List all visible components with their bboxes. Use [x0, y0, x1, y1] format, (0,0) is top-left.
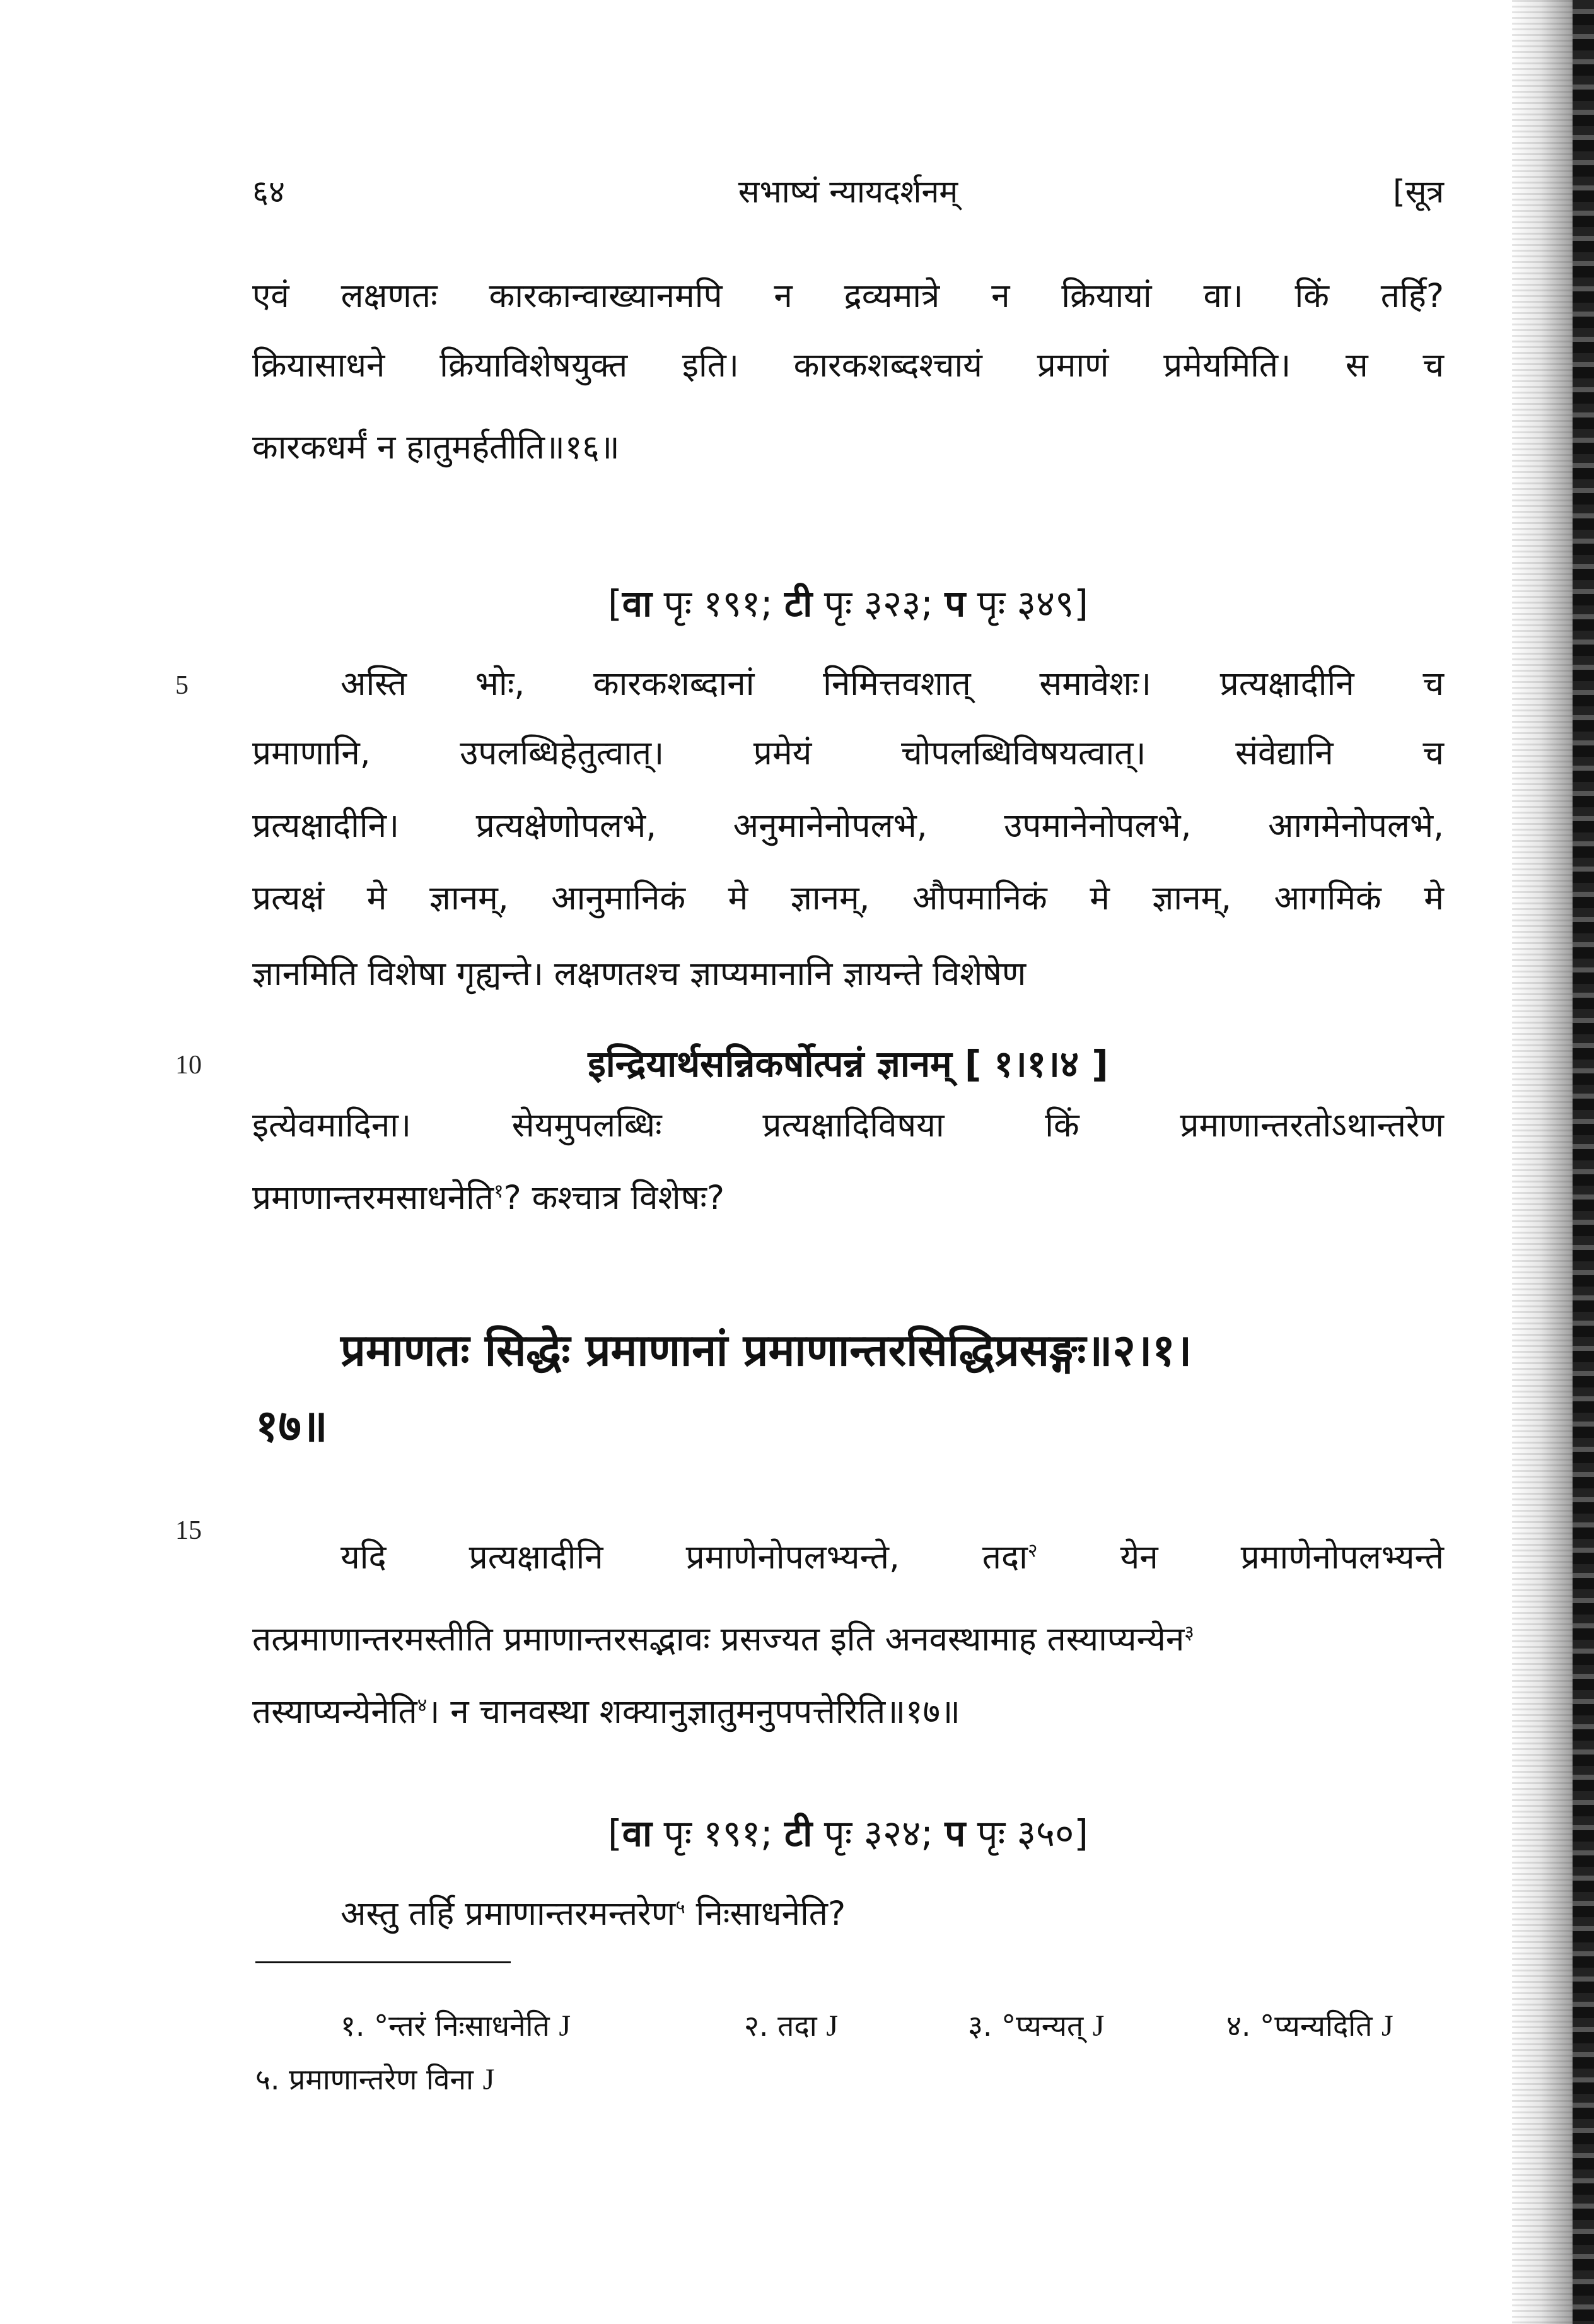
page-header	[252, 169, 1444, 226]
text: तत्प्रमाणान्तरमस्तीति प्रमाणान्तरसद्भावः प्रसज्यत इति अनवस्थामाह तस्याप्यन्येन	[252, 1620, 1185, 1659]
text-line	[340, 1529, 1444, 1586]
reference-line	[252, 577, 1444, 627]
ref-label: वा	[622, 1812, 653, 1855]
footnote-marker: ४	[417, 1694, 428, 1717]
ref-label: वा	[622, 582, 653, 625]
footnote-marker: २	[1027, 1539, 1038, 1562]
text-line: प्रत्यक्षादीनि। प्रत्यक्षेणोपलभे, अनुमानेनोपलभे, उपमानेनोपलभे, आगमेनोपलभे,	[252, 807, 1444, 845]
footnote-source: J	[559, 2009, 571, 2043]
footnote-marker: १	[494, 1180, 504, 1203]
text: येन प्रमाणेनोपलभ्यन्ते	[1037, 1538, 1445, 1577]
bracket: [	[608, 1812, 622, 1855]
text: । न चानवस्था शक्यानुज्ञातुमनुपपत्तेरिति॥१७॥	[427, 1693, 960, 1731]
footnote	[340, 2006, 571, 2045]
bracket: [	[608, 582, 622, 625]
text-line: प्रत्यक्षं मे ज्ञानम्, आनुमानिकं मे ज्ञानम्, औपमानिकं मे ज्ञानम्, आगमिकं मे	[252, 879, 1444, 918]
sutra-heading: १७॥	[255, 1400, 328, 1452]
text-line: अस्ति भोः, कारकशब्दानां निमित्तवशात् समावेशः। प्रत्यक्षादीनि च	[340, 665, 1444, 703]
footnote-marker: ३	[1184, 1621, 1194, 1644]
binding-edge	[1573, 0, 1594, 2324]
ref-label: प	[945, 1812, 966, 1855]
footnote-separator	[255, 1961, 511, 1963]
footnote-text: २. तदा	[744, 2009, 827, 2043]
text: निःसाधनेति?	[685, 1895, 846, 1933]
text-line	[252, 1170, 1444, 1227]
running-title: सभाष्यं न्यायदर्शनम्	[738, 173, 958, 210]
page-number: ६४	[252, 173, 285, 210]
line-number: 5	[175, 671, 189, 700]
ref-page: पृः १९१;	[652, 1812, 785, 1855]
footnote-source: J	[1382, 2009, 1393, 2043]
ref-page: पृः ३२४;	[812, 1812, 945, 1855]
footnote-text: १. °न्तरं निःसाधनेति	[340, 2009, 559, 2043]
ref-page: पृः १९१;	[652, 582, 785, 625]
ref-label: प	[945, 582, 966, 625]
text-line	[340, 1886, 1532, 1942]
line-number: 15	[175, 1516, 202, 1545]
text-line	[252, 1684, 1444, 1741]
ref-label: टी	[784, 1812, 813, 1855]
footnote-marker: ५	[675, 1896, 685, 1918]
text: तस्याप्यन्येनेति	[252, 1693, 417, 1731]
text: ? कश्चात्र विशेषः?	[503, 1179, 725, 1217]
footnote	[1226, 2006, 1393, 2045]
text-line: क्रियासाधने क्रियाविशेषयुक्त इति। कारकशब्दश्चायं प्रमाणं प्रमेयमिति। स च	[252, 346, 1444, 385]
ref-page: पृः ३२३;	[812, 582, 945, 625]
text: प्रमाणान्तरमसाधनेति	[252, 1179, 494, 1217]
line-number: 10	[175, 1051, 202, 1080]
text-line: एवं लक्षणतः कारकान्वाख्यानमपि न द्रव्यमात्रे न क्रियायां वा। किं तर्हि?	[252, 277, 1444, 315]
text-line: इत्येवमादिना। सेयमुपलब्धिः प्रत्यक्षादिविषया किं प्रमाणान्तरतोऽथान्तरेण	[252, 1106, 1444, 1145]
ref-page: पृः ३५०]	[965, 1812, 1088, 1855]
footnote-source: J	[1092, 2009, 1105, 2043]
section-marker: [सूत्र	[1393, 173, 1444, 210]
text: अस्तु तर्हि प्रमाणान्तरमन्तरेण	[340, 1895, 676, 1933]
reference-line	[252, 1807, 1444, 1857]
text-line: ज्ञानमिति विशेषा गृह्यन्ते। लक्षणतश्च ज्ञाप्यमानानि ज्ञायन्ते विशेषेण	[252, 955, 1027, 993]
ref-label: टी	[784, 582, 813, 625]
sutra-heading: प्रमाणतः सिद्धेः प्रमाणानां प्रमाणान्तरसिद्धिप्रसङ्गः॥२।१।	[340, 1324, 1192, 1376]
text-line	[252, 1611, 1444, 1668]
footnote	[744, 2006, 838, 2045]
footnote-text: ४. °प्यन्यदिति	[1226, 2009, 1382, 2043]
footnote-text: ५. प्रमाणान्तरेण विना	[255, 2062, 483, 2096]
footnote-source: J	[826, 2009, 839, 2043]
footnote	[255, 2059, 494, 2098]
text: यदि प्रत्यक्षादीनि प्रमाणेनोपलभ्यन्ते, तदा	[340, 1538, 1028, 1577]
text-line: कारकधर्मं न हातुमर्हतीति॥१६॥	[252, 428, 620, 467]
ref-page: पृः ३४९]	[965, 582, 1088, 625]
sutra-quote: इन्द्रियार्थसन्निकर्षोत्पन्नं ज्ञानम् [ १।१।४ ]	[588, 1042, 1108, 1085]
footnote-text: ३. °प्यन्यत्	[968, 2009, 1093, 2043]
footnote-source: J	[482, 2063, 495, 2096]
footnote	[968, 2006, 1104, 2045]
text-line: प्रमाणानि, उपलब्धिहेतुत्वात्। प्रमेयं चोपलब्धिविषयत्वात्। संवेद्यानि च	[252, 734, 1444, 773]
